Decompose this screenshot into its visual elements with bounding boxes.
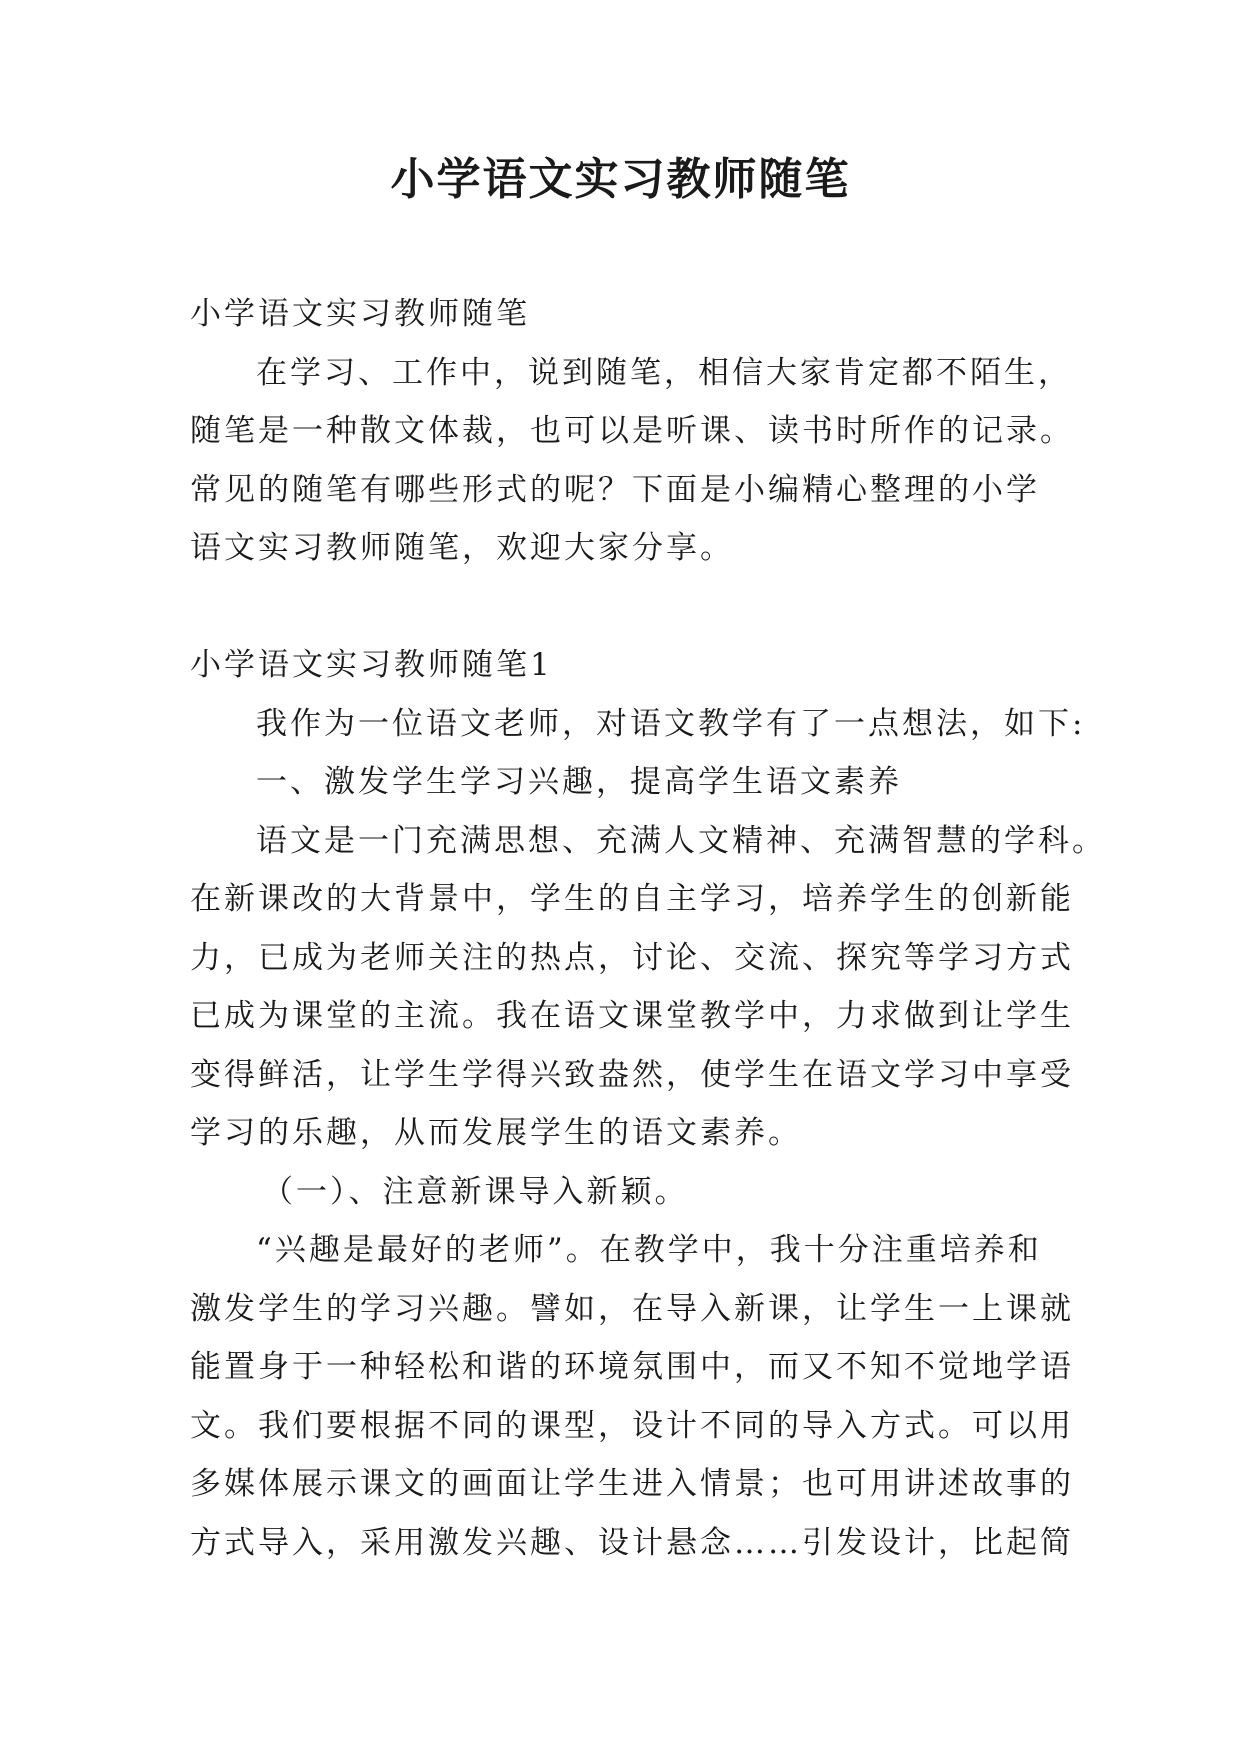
paragraph-line: 我作为一位语文老师，对语文教学有了一点想法，如下:: [256, 705, 1086, 742]
paragraph-line: “兴趣是最好的老师”。在教学中，我十分注重培养和: [256, 1232, 1042, 1268]
paragraph-line: 变得鲜活，让学生学得兴致盎然，使学生在语文学习中享受: [190, 1056, 1074, 1093]
paragraph-line: 已成为课堂的主流。我在语文课堂教学中，力求做到让学生: [190, 998, 1074, 1034]
paragraph-spacer: [190, 578, 1070, 637]
paragraph-line: 随笔是一种散文体裁，也可以是听课、读书时所作的记录。: [190, 413, 1074, 449]
intro-heading: 小学语文实习教师随笔: [190, 296, 530, 332]
paragraph-line: 激发学生的学习兴趣。譬如，在导入新课，让学生一上课就: [190, 1290, 1074, 1327]
paragraph-line: 力，已成为老师关注的热点，讨论、交流、探究等学习方式: [190, 939, 1074, 976]
paragraph-line: 多媒体展示课文的画面让学生进入情景；也可用讲述故事的: [190, 1466, 1074, 1502]
paragraph-line: 语文是一门充满思想、充满人文精神、充满智慧的学科。: [256, 822, 1106, 859]
subheading: 一、激发学生学习兴趣，提高学生语文素养: [256, 764, 902, 800]
document-body: [190, 285, 1106, 1572]
paragraph-line: 能置身于一种轻松和谐的环境氛围中，而又不知不觉地学语: [190, 1349, 1074, 1385]
paragraph-line: 学习的乐趣，从而发展学生的语文素养。: [190, 1115, 802, 1151]
paragraph-line: 文。我们要根据不同的课型，设计不同的导入方式。可以用: [190, 1407, 1074, 1444]
paragraph-line: 方式导入，采用激发兴趣、设计悬念……引发设计，比起简: [190, 1524, 1074, 1561]
section-heading: 小学语文实习教师随笔1: [190, 647, 553, 683]
paragraph-line: 在新课改的大背景中，学生的自主学习，培养学生的创新能: [190, 881, 1074, 917]
paragraph-line: 语文实习教师随笔，欢迎大家分享。: [190, 530, 734, 566]
document-title: 小学语文实习教师随笔: [390, 154, 851, 205]
paragraph-line: 在学习、工作中，说到随笔，相信大家肯定都不陌生，: [256, 354, 1072, 391]
paragraph-line: 常见的随笔有哪些形式的呢？下面是小编精心整理的小学: [190, 471, 1040, 508]
subheading: （一）、注意新课导入新颖。: [262, 1173, 689, 1210]
